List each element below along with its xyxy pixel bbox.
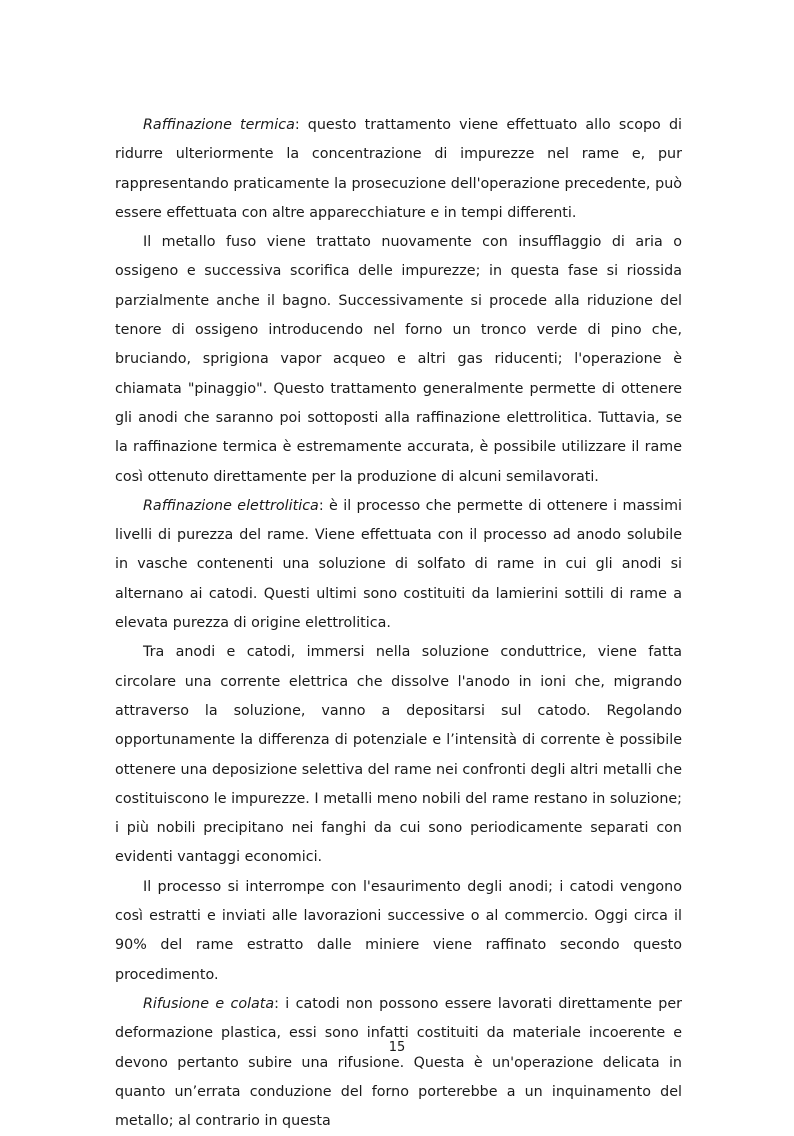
paragraph-esaurimento-anodi [115,873,682,990]
term-raffinazione-termica: Raffinazione termica [143,117,295,133]
paragraph-text: : i catodi non possono essere lavorati direttamente per deformazione plastica, essi sono infatti costituiti da materiale incoerente e devono pertanto subire una rifusione. Questa è un'operazione delicata in quanto un’errata conduzione del forno porterebbe a un inquinamento del metallo; al contrario in questa [115,995,682,1130]
paragraph-raffinazione-elettrolitica [115,492,682,638]
body-text [115,111,682,1136]
paragraph-text: Tra anodi e catodi, immersi nella soluzione conduttrice, viene fatta circolare una corrente elettrica che dissolve l'anodo in ioni che, migrando attraverso la soluzione, vanno a depositarsi sul catodo. Regolando opportunamente la differenza di potenziale e l’intensità di corrente è possibile ottenere una deposizione selettiva del rame nei confronti degli altri metalli che costituiscono le impurezze. I metalli meno nobili del rame restano in soluzione; i più nobili precipitano nei fanghi da cui sono periodicamente separati con evidenti vantaggi economici. [115,644,682,866]
paragraph-text: Il metallo fuso viene trattato nuovamente con insufflaggio di aria o ossigeno e successiva scorifica delle impurezze; in questa fase si riossida parzialmente anche il bagno. Successivamente si procede alla riduzione del tenore di ossigeno introducendo nel forno un tronco verde di pino che, bruciando, sprigiona vapor acqueo e altri gas riducenti; l'operazione è chiamata "pinaggio". Questo trattamento generalmente permette di ottenere gli anodi che saranno poi sottoposti alla raffinazione elettrolitica. Tuttavia, se la raffinazione termica è estremamente accurata, è possibile utilizzare il rame così ottenuto direttamente per la produzione di alcuni semilavorati. [115,234,682,485]
term-raffinazione-elettrolitica: Raffinazione elettrolitica [143,497,319,514]
term-rifusione-colata: Rifusione e colata [143,995,275,1012]
paragraph-text: : è il processo che permette di ottenere i massimi livelli di purezza del rame. Viene effettuata con il processo ad anodo solubile in vasche contenenti una soluzione di solfato di rame in cui gli anodi si alternano ai catodi. Questi ultimi sono costituiti da lamierini sottili di rame a elevata purezza di origine elettrolitica. [115,497,682,632]
paragraph-text: Il processo si interrompe con l'esaurimento degli anodi; i catodi vengono così estratti e inviati alle lavorazioni successive o al commercio. Oggi circa il 90% del rame estratto dalle miniere viene raffinato secondo questo procedimento. [115,878,682,983]
paragraph-pinaggio [115,228,682,492]
page-number: 15 [388,1040,406,1055]
paragraph-raffinazione-termica [115,111,682,228]
paragraph-text: : questo trattamento viene effettuato allo scopo di ridurre ulteriormente la concentrazione di impurezze nel rame e, pur rappresentando praticamente la prosecuzione dell'operazione precedente, può essere effettuata con altre apparecchiature e in tempi differenti. [115,117,682,221]
paragraph-rifusione-colata [115,990,682,1136]
paragraph-anodi-catodi [115,638,682,872]
